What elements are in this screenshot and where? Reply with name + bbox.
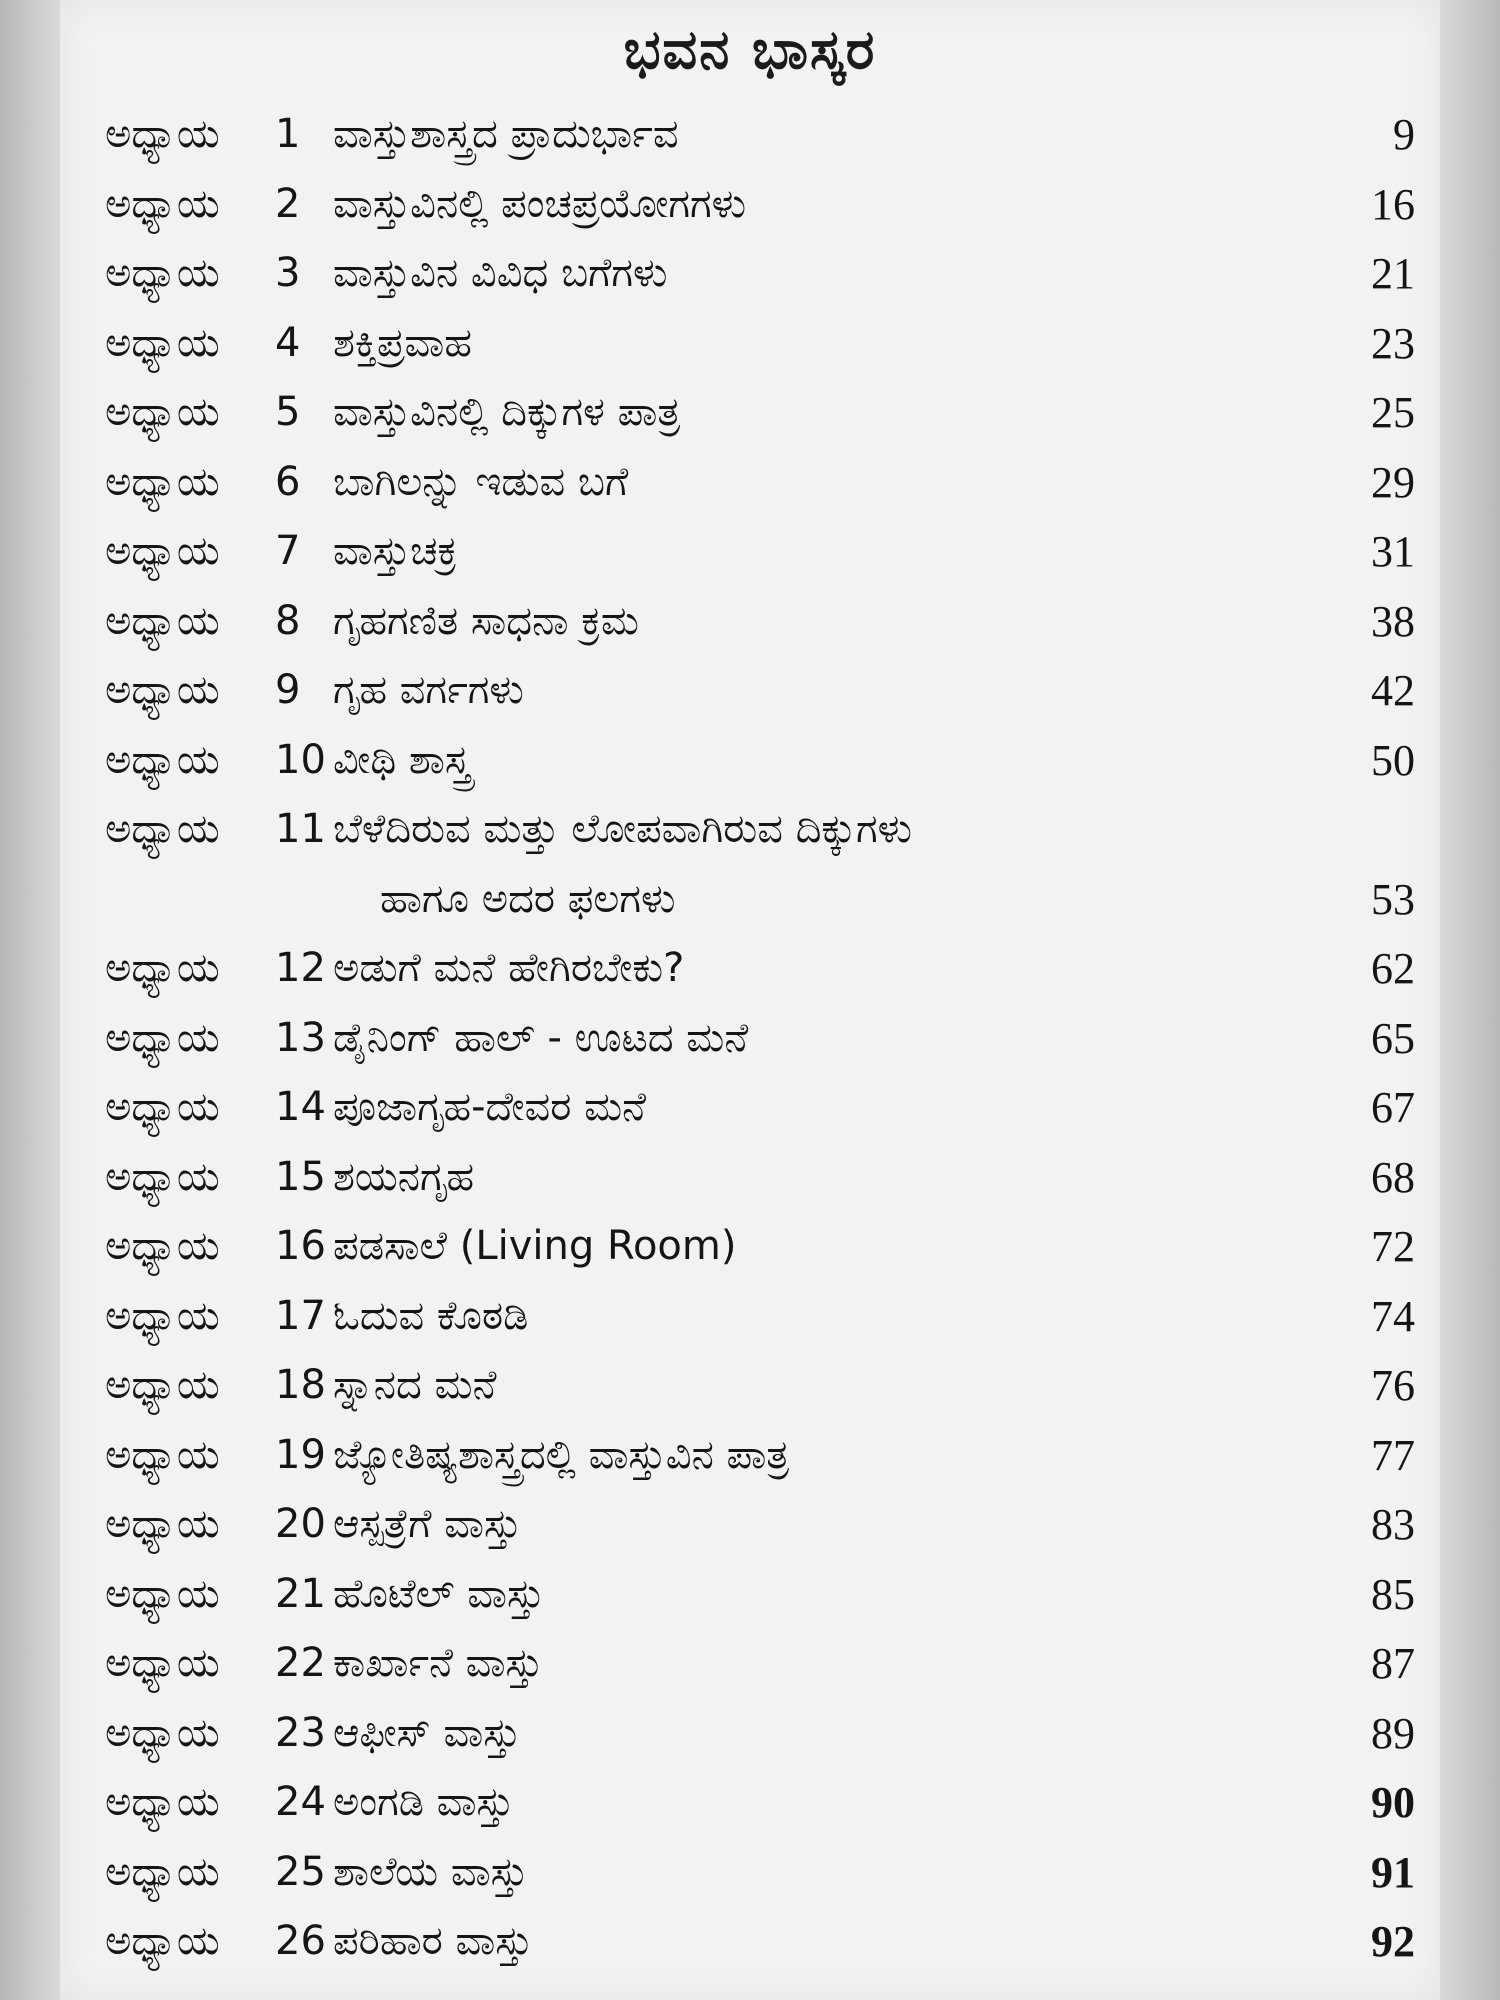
chapter-number: 1	[275, 111, 301, 157]
chapter-word: ಅಧ್ಯಾಯ	[105, 1570, 220, 1617]
chapter-number: 14	[275, 1084, 326, 1130]
chapter-title: ಗೃಹಗಣಿತ ಸಾಧನಾ ಕ್ರಮ	[333, 597, 639, 644]
page-number: 90	[1371, 1778, 1415, 1827]
chapter-number: 20	[275, 1501, 326, 1547]
chapter-title: ಶಾಲೆಯ ವಾಸ್ತು	[333, 1848, 528, 1895]
toc-entry	[105, 726, 1415, 796]
table-of-contents	[105, 100, 1415, 1977]
page-number: 89	[1371, 1708, 1415, 1758]
chapter-word: ಅಧ್ಯಾಯ	[105, 1292, 220, 1339]
chapter-title: ಸ್ನಾನದ ಮನೆ	[333, 1362, 497, 1408]
chapter-number: 26	[275, 1918, 326, 1964]
chapter-word: ಅಧ್ಯಾಯ	[105, 319, 220, 366]
chapter-word: ಅಧ್ಯಾಯ	[105, 1918, 220, 1964]
chapter-title: ಶಯನಗೃಹ	[333, 1153, 475, 1200]
chapter-number: 9	[275, 667, 301, 713]
page-number: 77	[1371, 1430, 1415, 1480]
chapter-word: ಅಧ್ಯಾಯ	[105, 458, 220, 505]
chapter-word: ಅಧ್ಯಾಯ	[105, 1153, 220, 1200]
chapter-number: 24	[275, 1779, 326, 1825]
chapter-word: ಅಧ್ಯಾಯ	[105, 1431, 220, 1478]
chapter-word: ಅಧ್ಯಾಯ	[105, 597, 220, 644]
chapter-title: ವಾಸ್ತುಶಾಸ್ತ್ರದ ಪ್ರಾದುರ್ಭಾವ	[333, 111, 679, 157]
page-number: 76	[1371, 1361, 1415, 1410]
chapter-word: ಅಧ್ಯಾಯ	[105, 180, 220, 227]
page-number: 53	[1371, 874, 1415, 924]
page-number: 50	[1371, 735, 1415, 785]
page-number: 42	[1371, 666, 1415, 715]
chapter-title: ಡೈನಿಂಗ್ ಹಾಲ್ - ಊಟದ ಮನೆ	[333, 1014, 749, 1061]
page-gutter-left	[0, 0, 60, 2000]
chapter-title: ಹಾಗೂ ಅದರ ಫಲಗಳು	[380, 875, 676, 922]
page-title: ಭವನ ಭಾಸ್ಕರ	[623, 18, 877, 81]
chapter-word: ಅಧ್ಯಾಯ	[105, 1848, 220, 1895]
page-number: 91	[1371, 1847, 1415, 1897]
toc-entry	[105, 100, 1415, 170]
toc-entry	[105, 239, 1415, 309]
chapter-number: 3	[275, 250, 301, 296]
page-number: 29	[1371, 457, 1415, 507]
page-number: 21	[1371, 249, 1415, 298]
page-number: 68	[1371, 1152, 1415, 1202]
chapter-word: ಅಧ್ಯಾಯ	[105, 1223, 220, 1269]
chapter-number: 6	[275, 458, 301, 505]
toc-entry	[105, 170, 1415, 240]
toc-entry	[105, 1560, 1415, 1630]
chapter-word: ಅಧ್ಯಾಯ	[105, 806, 220, 852]
page-number: 16	[1371, 179, 1415, 229]
chapter-word: ಅಧ್ಯಾಯ	[105, 1779, 220, 1825]
chapter-number: 19	[275, 1431, 326, 1478]
toc-entry-continuation	[105, 865, 1415, 935]
chapter-title: ಕಾರ್ಖಾನೆ ವಾಸ್ತು	[333, 1640, 543, 1686]
chapter-number: 13	[275, 1014, 326, 1061]
chapter-number: 10	[275, 736, 326, 783]
page-number: 92	[1371, 1917, 1415, 1966]
chapter-number: 15	[275, 1153, 326, 1200]
chapter-title: ಪರಿಹಾರ ವಾಸ್ತು	[333, 1918, 533, 1964]
page-number: 23	[1371, 318, 1415, 368]
chapter-number: 21	[275, 1570, 326, 1617]
chapter-word: ಅಧ್ಯಾಯ	[105, 250, 220, 296]
page-number: 38	[1371, 596, 1415, 646]
toc-entry	[105, 1143, 1415, 1213]
chapter-number: 25	[275, 1848, 326, 1895]
page-number: 87	[1371, 1639, 1415, 1688]
page-number: 83	[1371, 1500, 1415, 1549]
chapter-title: ಬಾಗಿಲನ್ನು ಇಡುವ ಬಗೆ	[333, 458, 629, 505]
chapter-title: ಹೊಟೆಲ್ ವಾಸ್ತು	[333, 1570, 545, 1617]
chapter-number: 2	[275, 180, 301, 227]
chapter-title: ಓದುವ ಕೊಠಡಿ	[333, 1292, 529, 1339]
page-number: 72	[1371, 1222, 1415, 1271]
page-number: 9	[1393, 110, 1415, 159]
chapter-word: ಅಧ್ಯಾಯ	[105, 111, 220, 157]
chapter-number: 18	[275, 1362, 326, 1408]
chapter-number: 7	[275, 528, 301, 574]
page-number: 62	[1371, 944, 1415, 993]
chapter-number: 23	[275, 1709, 326, 1756]
toc-entry	[105, 309, 1415, 379]
chapter-word: ಅಧ್ಯಾಯ	[105, 1709, 220, 1756]
chapter-title: ಅಡುಗೆ ಮನೆ ಹೇಗಿರಬೇಕು?	[333, 945, 685, 991]
toc-entry	[105, 378, 1415, 448]
toc-entry	[105, 1768, 1415, 1838]
toc-entry	[105, 1282, 1415, 1352]
chapter-title: ವಾಸ್ತುವಿನ ವಿವಿಧ ಬಗೆಗಳು	[333, 250, 668, 296]
page-number: 74	[1371, 1291, 1415, 1341]
chapter-word: ಅಧ್ಯಾಯ	[105, 667, 220, 713]
chapter-word: ಅಧ್ಯಾಯ	[105, 528, 220, 574]
toc-entry	[105, 1351, 1415, 1421]
chapter-title: ಆಫೀಸ್ ವಾಸ್ತು	[333, 1709, 521, 1756]
page-number: 65	[1371, 1013, 1415, 1063]
chapter-number: 5	[275, 389, 301, 435]
page-number: 25	[1371, 388, 1415, 437]
chapter-number: 12	[275, 945, 326, 991]
toc-entry	[105, 1073, 1415, 1143]
chapter-number: 22	[275, 1640, 326, 1686]
chapter-title: ವಾಸ್ತುವಿನಲ್ಲಿ ಪಂಚಪ್ರಯೋಗಗಳು	[333, 180, 747, 227]
chapter-title: ವಾಸ್ತುಚಕ್ರ	[333, 528, 458, 574]
chapter-number: 16	[275, 1223, 326, 1269]
chapter-number: 4	[275, 319, 301, 366]
chapter-title: ಬೆಳೆದಿರುವ ಮತ್ತು ಲೋಪವಾಗಿರುವ ದಿಕ್ಕುಗಳು	[333, 806, 913, 852]
toc-entry	[105, 1004, 1415, 1074]
toc-entry	[105, 1907, 1415, 1977]
page-gutter-right	[1440, 0, 1500, 2000]
toc-entry	[105, 1490, 1415, 1560]
chapter-word: ಅಧ್ಯಾಯ	[105, 1501, 220, 1547]
chapter-number: 17	[275, 1292, 326, 1339]
chapter-title: ಗೃಹ ವರ್ಗಗಳು	[333, 667, 524, 713]
chapter-title: ಪೂಜಾಗೃಹ-ದೇವರ ಮನೆ	[333, 1084, 646, 1130]
chapter-word: ಅಧ್ಯಾಯ	[105, 1014, 220, 1061]
toc-entry	[105, 1838, 1415, 1908]
chapter-title: ಆಸ್ಪತ್ರೆಗೆ ವಾಸ್ತು	[333, 1501, 522, 1547]
chapter-word: ಅಧ್ಯಾಯ	[105, 389, 220, 435]
chapter-title: ಶಕ್ತಿಪ್ರವಾಹ	[333, 319, 472, 366]
toc-entry	[105, 1699, 1415, 1769]
chapter-number: 11	[275, 806, 326, 852]
chapter-title: ವೀಥಿ ಶಾಸ್ತ್ರ	[333, 736, 471, 783]
chapter-word: ಅಧ್ಯಾಯ	[105, 1084, 220, 1130]
chapter-title: ಅಂಗಡಿ ವಾಸ್ತು	[333, 1779, 514, 1825]
page-number: 67	[1371, 1083, 1415, 1132]
toc-entry	[105, 934, 1415, 1004]
toc-entry	[105, 587, 1415, 657]
toc-entry	[105, 1212, 1415, 1282]
toc-entry	[105, 656, 1415, 726]
page-number: 31	[1371, 527, 1415, 576]
page-number: 85	[1371, 1569, 1415, 1619]
chapter-title: ಜ್ಯೋತಿಷ್ಯಶಾಸ್ತ್ರದಲ್ಲಿ ವಾಸ್ತುವಿನ ಪಾತ್ರ	[333, 1431, 790, 1478]
chapter-word: ಅಧ್ಯಾಯ	[105, 736, 220, 783]
toc-entry	[105, 1421, 1415, 1491]
toc-entry	[105, 1629, 1415, 1699]
chapter-title: ಪಡಸಾಲೆ (Living Room)	[333, 1223, 737, 1269]
toc-entry	[105, 517, 1415, 587]
toc-entry	[105, 448, 1415, 518]
chapter-title: ವಾಸ್ತುವಿನಲ್ಲಿ ದಿಕ್ಕುಗಳ ಪಾತ್ರ	[333, 389, 681, 435]
chapter-word: ಅಧ್ಯಾಯ	[105, 1362, 220, 1408]
chapter-word: ಅಧ್ಯಾಯ	[105, 945, 220, 991]
chapter-number: 8	[275, 597, 301, 644]
toc-entry	[105, 795, 1415, 865]
chapter-word: ಅಧ್ಯಾಯ	[105, 1640, 220, 1686]
